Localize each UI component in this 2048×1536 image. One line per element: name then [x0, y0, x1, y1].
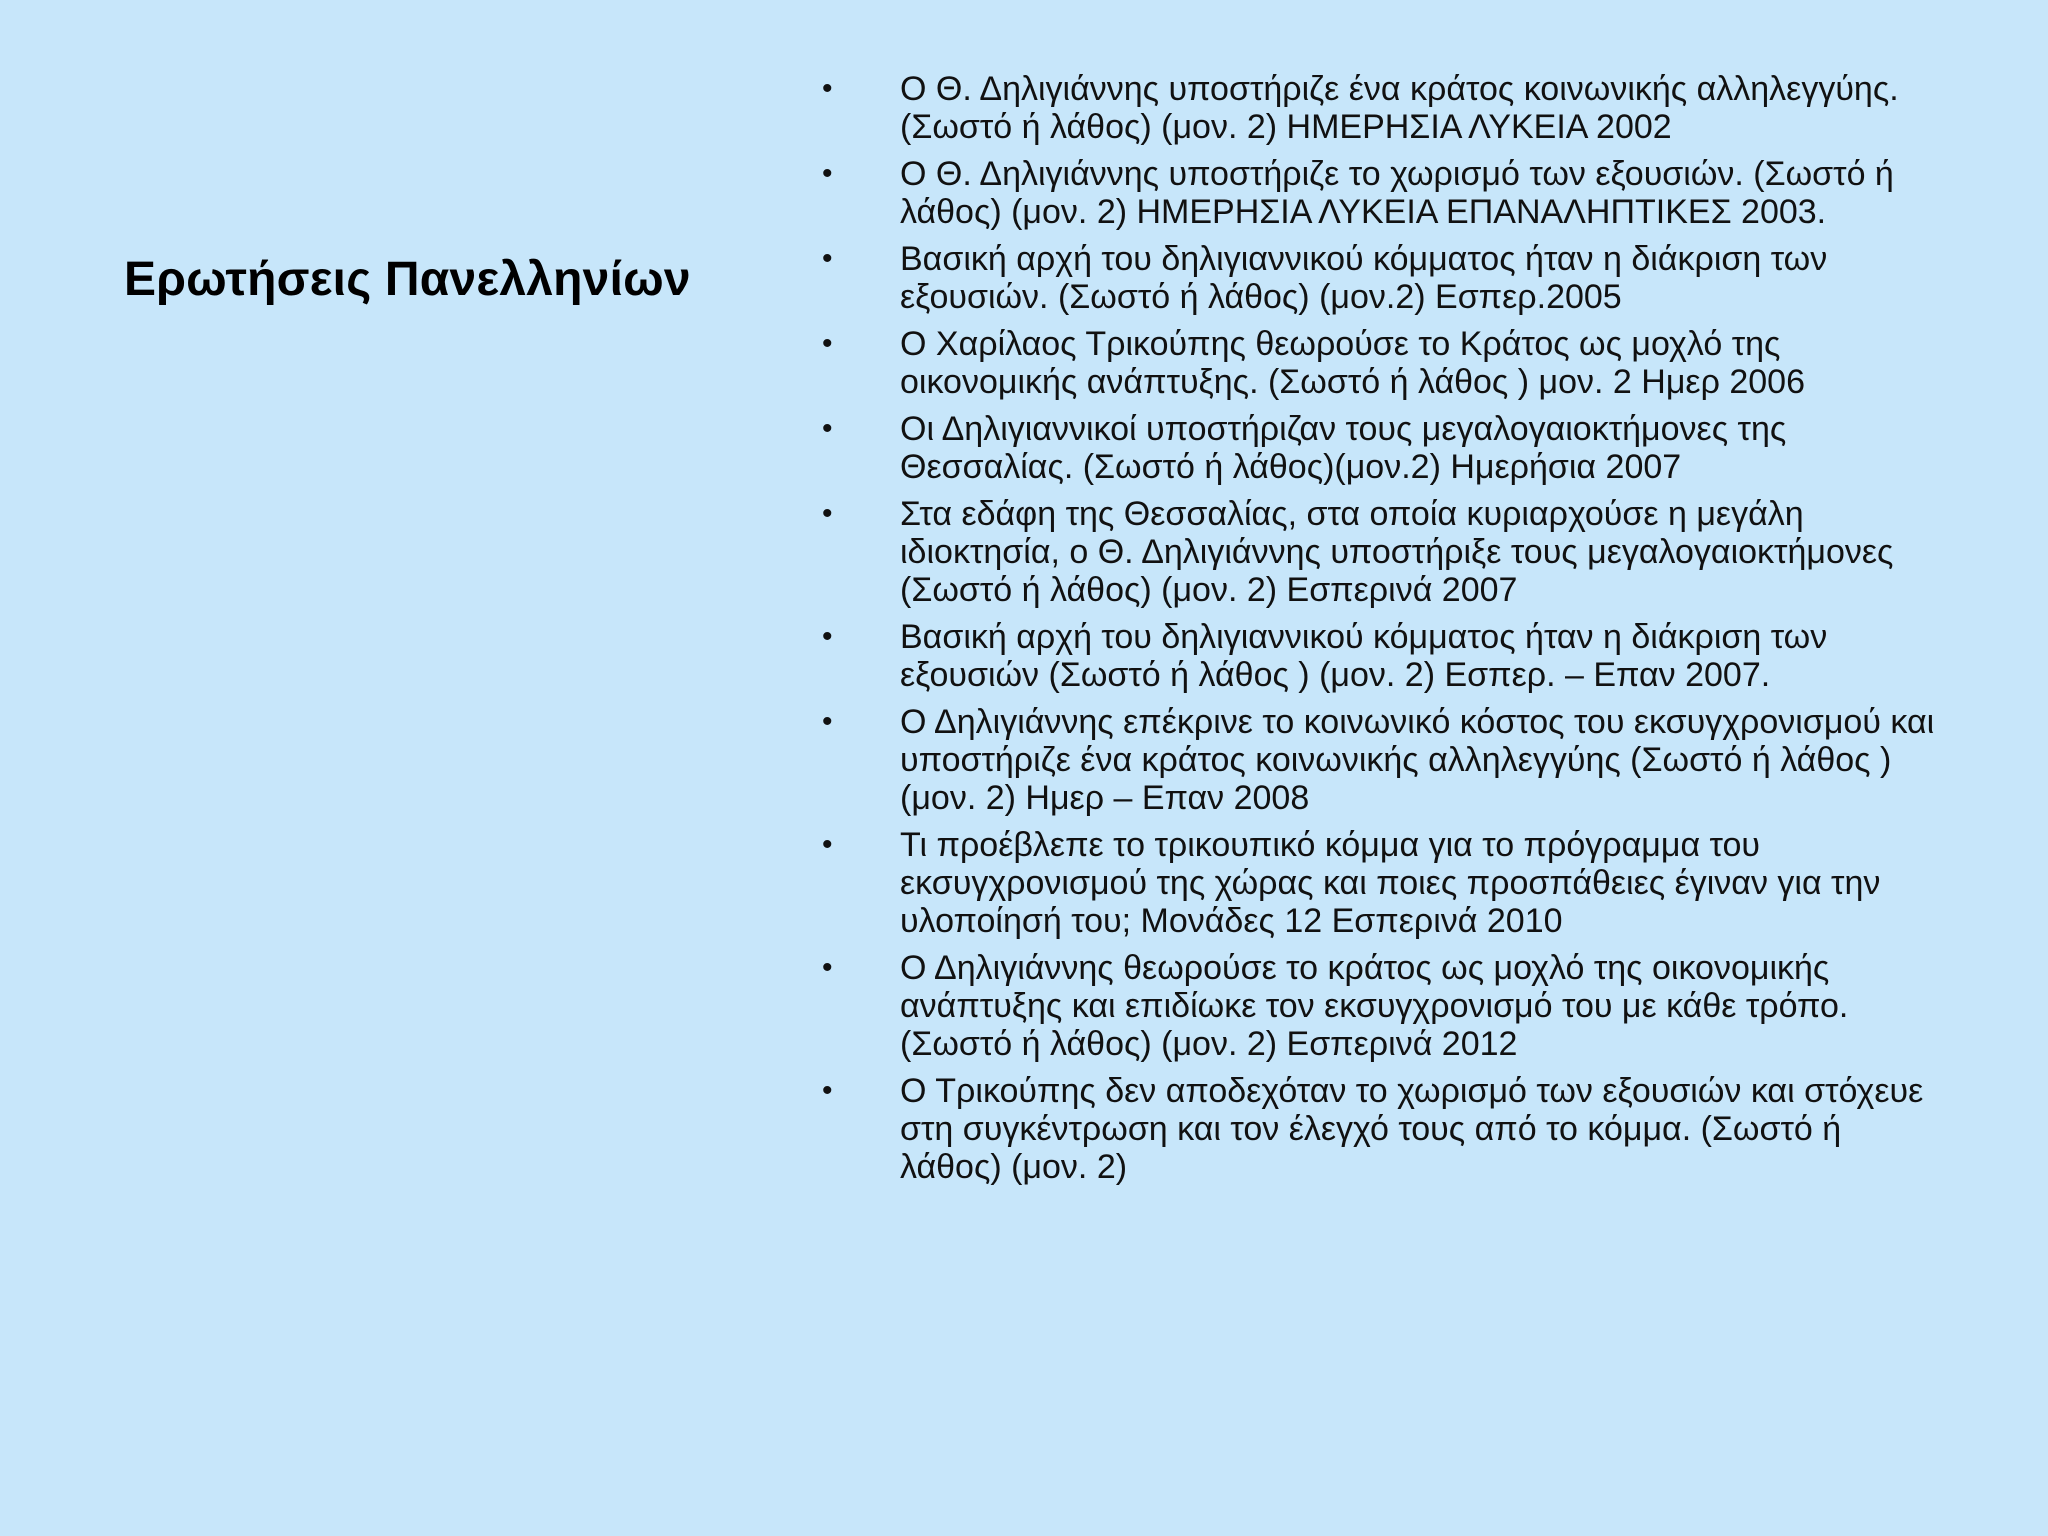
question-text: Ο Χαρίλαος Τρικούπης θεωρούσε το Κράτος ως μοχλό της οικονομικής ανάπτυξης. (Σωστό ή λάθος ) μον. 2 Ημερ 2006	[900, 325, 1806, 401]
list-item	[810, 703, 1940, 817]
list-item	[810, 155, 1940, 231]
bullet-icon: •	[822, 157, 833, 190]
question-text: Οι Δηλιγιαννικοί υποστήριζαν τους μεγαλογαιοκτήμονες της Θεσσαλίας. (Σωστό ή λάθος)(μον.2) Ημερήσια 2007	[900, 410, 1787, 486]
question-text: Ο Δηλιγιάννης επέκρινε το κοινωνικό κόστος του εκσυγχρονισμού και υποστήριζε ένα κράτος κοινωνικής αλληλεγγύης (Σωστό ή λάθος ) (μον. 2) Ημερ – Επαν 2008	[900, 703, 1935, 817]
bullet-icon: •	[822, 497, 833, 530]
questions-list	[810, 70, 1940, 1195]
bullet-icon: •	[822, 72, 833, 105]
question-text: Βασική αρχή του δηλιγιαννικού κόμματος ήταν η διάκριση των εξουσιών. (Σωστό ή λάθος) (μον.2) Εσπερ.2005	[900, 240, 1828, 316]
question-text: Ο Θ. Δηλιγιάννης υποστήριζε το χωρισμό των εξουσιών. (Σωστό ή λάθος) (μον. 2) ΗΜΕΡΗΣΙΑ ΛΥΚΕΙΑ ΕΠΑΝΑΛΗΠΤΙΚΕΣ 2003.	[900, 155, 1894, 231]
bullet-icon: •	[822, 412, 833, 445]
bullet-icon: •	[822, 951, 833, 984]
bullet-icon: •	[822, 828, 833, 861]
list-item	[810, 325, 1940, 401]
list-item	[810, 495, 1940, 609]
list-item	[810, 949, 1940, 1063]
question-text: Ο Δηλιγιάννης θεωρούσε το κράτος ως μοχλό της οικονομικής ανάπτυξης και επιδίωκε τον εκσυγχρονισμό του με κάθε τρόπο. (Σωστό ή λάθος) (μον. 2) Εσπερινά 2012	[900, 949, 1849, 1063]
question-text: Βασική αρχή του δηλιγιαννικού κόμματος ήταν η διάκριση των εξουσιών (Σωστό ή λάθος ) (μον. 2) Εσπερ. – Επαν 2007.	[900, 618, 1828, 694]
list-item	[810, 70, 1940, 146]
bullet-icon: •	[822, 327, 833, 360]
list-item	[810, 240, 1940, 316]
question-text: Ο Τρικούπης δεν αποδεχόταν το χωρισμό των εξουσιών και στόχευε στη συγκέντρωση και τον έλεγχό τους από το κόμμα. (Σωστό ή λάθος) (μον. 2)	[900, 1072, 1924, 1186]
question-text: Τι προέβλεπε το τρικουπικό κόμμα για το πρόγραμμα του εκσυγχρονισμού της χώρας και ποιες προσπάθειες έγιναν για την υλοποίησή του; Μονάδες 12 Εσπερινά 2010	[900, 826, 1881, 940]
question-text: Στα εδάφη της Θεσσαλίας, στα οποία κυριαρχούσε η μεγάλη ιδιοκτησία, ο Θ. Δηλιγιάννης υποστήριξε τους μεγαλογαιοκτήμονες (Σωστό ή λάθος) (μον. 2) Εσπερινά 2007	[900, 495, 1894, 609]
bullet-icon: •	[822, 705, 833, 738]
slide-title: Ερωτήσεις Πανελληνίων	[124, 253, 691, 306]
list-item	[810, 618, 1940, 694]
bullet-icon: •	[822, 242, 833, 275]
bullet-icon: •	[822, 1074, 833, 1107]
list-item	[810, 1072, 1940, 1186]
bullet-icon: •	[822, 620, 833, 653]
list-item	[810, 410, 1940, 486]
question-text: Ο Θ. Δηλιγιάννης υποστήριζε ένα κράτος κοινωνικής αλληλεγγύης. (Σωστό ή λάθος) (μον. 2) ΗΜΕΡΗΣΙΑ ΛΥΚΕΙΑ 2002	[900, 70, 1899, 146]
list-item	[810, 826, 1940, 940]
